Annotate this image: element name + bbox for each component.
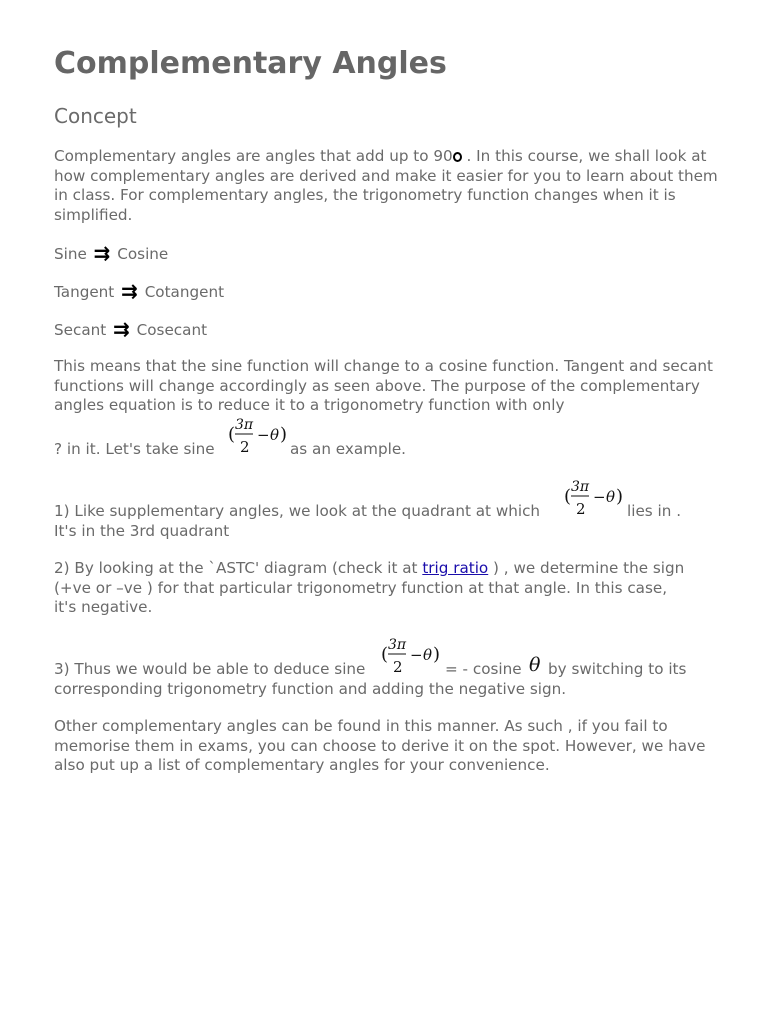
pair-tangent (54, 279, 225, 303)
pair-secant (54, 317, 208, 341)
fraction-theta: θ (270, 426, 280, 444)
fraction-open: ( (228, 424, 236, 445)
fraction-denominator: 2 (240, 438, 250, 456)
pair-from: Secant (54, 321, 107, 339)
fraction-open: ( (564, 486, 572, 507)
explain-paragraph: This means that the sine function will change to a cosine function. Tangent and secant functions will change accordingly as seen above. The purpose of the complementary angles equation is to reduce it to a trigonometry function with only (54, 357, 713, 415)
step2-text-b: ) , we determine the sign (493, 559, 685, 577)
step2-text-d: it's negative. (54, 598, 153, 616)
step3-text-d: corresponding trigonometry function and adding the negative sign. (54, 680, 567, 698)
intro-paragraph (54, 147, 718, 225)
step2-text-c: (+ve or –ve ) for that particular trigonometry function at that angle. In this case, (54, 579, 668, 597)
step1-text-b: lies in . (627, 502, 682, 520)
double-arrow-icon: ⇉ (121, 279, 138, 303)
fraction-open: ( (381, 644, 389, 665)
fraction-close: ) (433, 644, 441, 665)
fraction-theta: θ (606, 488, 616, 506)
pair-sine (54, 241, 169, 265)
intro-text-b: . In this course, we shall look at how complementary angles are derived and make it easier for you to learn about them in class. For complementary angles, the trigonometry function changes when it is simplified. (54, 147, 718, 224)
fraction-numerator: 3π (571, 479, 590, 495)
fraction-close: ) (616, 486, 624, 507)
step2-text-a: 2) By looking at the `ASTC' diagram (check it at (54, 559, 418, 577)
degree-icon (453, 152, 462, 162)
fraction-minus: − (410, 646, 423, 664)
intro-text-a: Complementary angles are angles that add up to 90 (54, 147, 453, 165)
fraction-image (564, 476, 628, 520)
fraction-denominator: 2 (576, 500, 586, 518)
double-arrow-icon: ⇉ (93, 241, 111, 265)
closing-paragraph: Other complementary angles can be found in this manner. As such , if you fail to memorise them in exams, you can choose to derive it on the spot. However, we have also put up a list of complementary angles for your convenience. (54, 717, 706, 775)
pair-to: Cosine (117, 245, 169, 263)
step2-line1 (54, 559, 684, 579)
step3-text-c: by switching to its (548, 660, 687, 678)
fraction-numerator: 3π (235, 417, 254, 433)
fraction-minus: − (257, 426, 270, 444)
double-arrow-icon: ⇉ (113, 317, 130, 341)
theta-symbol: θ (529, 654, 541, 676)
step1-text-c: It's in the 3rd quadrant (54, 522, 230, 540)
pair-from: Tangent (54, 283, 115, 301)
fraction-image (228, 414, 292, 458)
fraction-numerator: 3π (388, 637, 407, 653)
fraction-image (381, 634, 445, 678)
step3-text-b: = - cosine (445, 660, 522, 678)
page-title: Complementary Angles (54, 46, 447, 81)
pair-from: Sine (54, 245, 87, 263)
fraction-denominator: 2 (393, 658, 403, 676)
trig-ratio-link[interactable]: trig ratio (422, 559, 489, 577)
fraction-close: ) (280, 424, 288, 445)
explain-line2b: as an example. (290, 440, 407, 458)
step3-text-a: 3) Thus we would be able to deduce sine (54, 660, 366, 678)
pair-to: Cotangent (144, 283, 225, 301)
step1-text-a: 1) Like supplementary angles, we look at the quadrant at which (54, 502, 541, 520)
section-heading: Concept (54, 104, 137, 128)
pair-to: Cosecant (136, 321, 208, 339)
explain-line2a: ? in it. Let's take sine (54, 440, 215, 458)
fraction-minus: − (593, 488, 606, 506)
fraction-theta: θ (423, 646, 433, 664)
